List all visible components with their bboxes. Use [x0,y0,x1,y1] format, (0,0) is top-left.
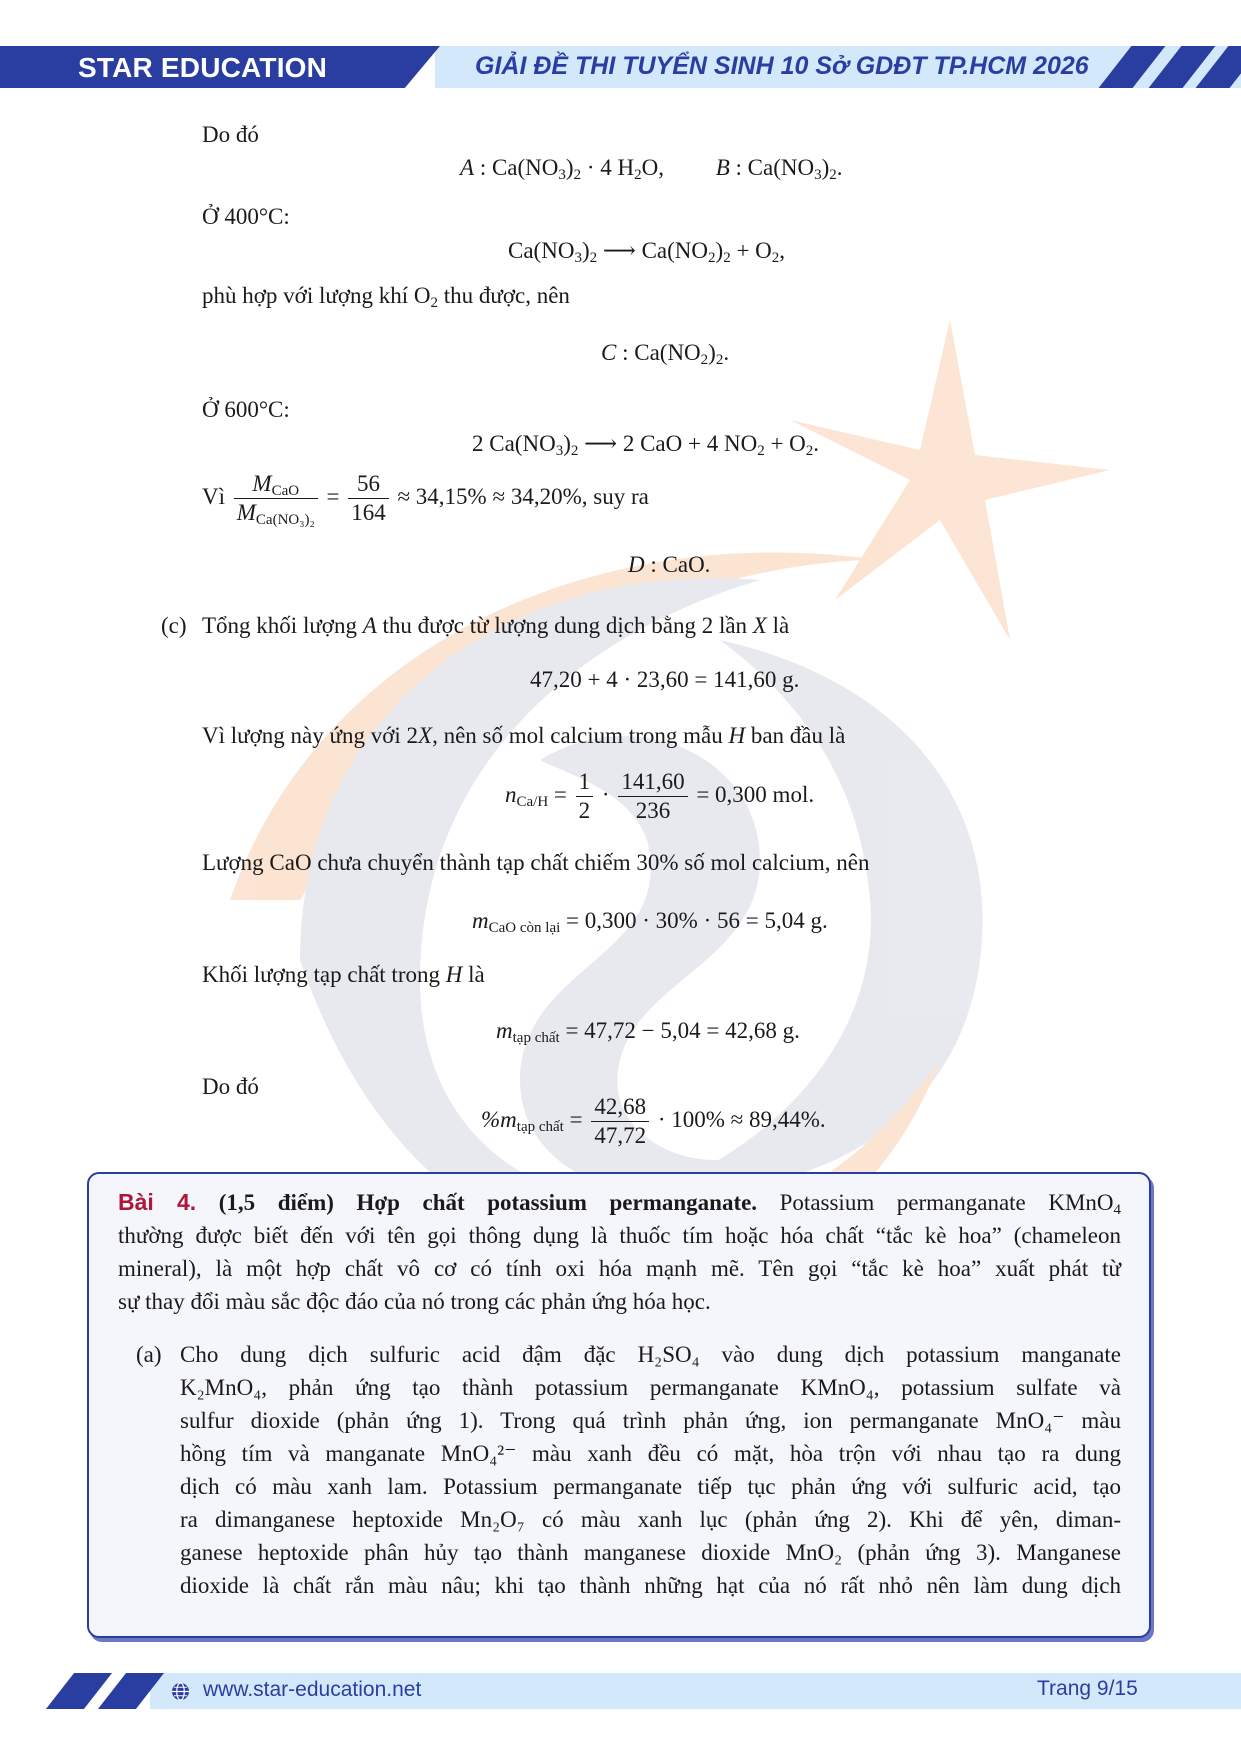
text-line: Vì lượng này ứng với 2X, nên số mol calcium trong mẫu H ban đầu là [202,723,846,748]
formula-mol-calcium: $n_{Ca/H}$ = $\frac{1}{2}$ · $\frac{141,60}{236}$ = 0,300 mol. [505,769,815,824]
page-footer [0,1673,1241,1709]
formula-cao-remaining: $m_{CaO còn lại} = 0,300 \cdot 30\% \cdot 56 = 5,04$ g. [472,908,828,936]
formula-d: D : CaO. [628,552,711,577]
formula-a-b: A : $Ca(NO_3)_2 \cdot 4$ $H_2O$, B : $Ca(NO_3)_2$. [460,155,843,183]
formula-impurity-percent: $\%m_{tạp chất}$ = $\frac{42,68}{47,72}$ · 100% ≈ 89,44%. [481,1094,826,1149]
text-line: phù hợp với lượng khí $O_2$ thu được, nên [202,283,570,311]
fraction: $\frac{56}{164}$ [348,470,389,527]
part-a-text: Cho dung dịch sulfuric acid đậm đặc H₂SO₄ vào dung dịch potassium manganate K₂MnO₄, phản ứng tạo thành potassium permanganate KMnO₄, potassium sulfate và sulfur dioxide (phản ứng 1). Trong quá trình phản ứng, ion permanganate MnO₄⁻ màu hồng tím và manganate MnO₄²⁻ màu xanh đều có mặt, hòa trộn với nhau tạo ra dung dịch có màu xanh lam. Potassium permanganate tiếp tục phản ứng với sulfuric acid, tạo ra dimanganese heptoxide Mn₂O₇ có màu xanh lục (phản ứng 2). Khi để yên, diman- ganese heptoxide phân hủy tạo thành manganese dioxide MnO₂ (phản ứng 3). Manganese dioxide là chất rắn màu nâu; khi tạo thành những hạt của nó rất nhỏ nên làm dung dịch [180,1342,1121,1598]
problem-heading: (1,5 điểm) Hợp chất potassium permanganate. [218,1190,758,1215]
text-line: Ở 600°C: [202,397,290,422]
text-line: Khối lượng tạp chất trong H là [202,962,485,987]
fraction: $\frac{42,68}{47,72}$ [591,1093,649,1150]
page-number: Trang 9/15 [1037,1677,1138,1700]
formula-total-mass: 47,20 + 4 · 23,60 = 141,60 g. [530,667,800,692]
brand-name: STAR EDUCATION [78,52,328,83]
text-line: Ở 400°C: [202,204,290,229]
text-line: Lượng CaO chưa chuyển thành tạp chất chiếm 30% số mol calcium, nên [202,850,870,875]
globe-icon [171,1682,190,1701]
reaction-400c: $Ca(NO_3)_2$ ⟶ $Ca(NO_2)_2 + O_2$, [508,238,786,266]
fraction: $\frac{141,60}{236}$ [618,768,687,825]
problem-number: Bài 4. [118,1189,197,1215]
formula-c: C : $Ca(NO_2)_2$. [601,340,730,368]
header-title: GIẢI ĐỀ THI TUYỂN SINH 10 Sở GDĐT TP.HCM 2026 [475,52,1089,80]
text-line: Do đó [202,1074,259,1099]
fraction: $\frac{M_{CaO}}{M_{Ca(NO_3)_2}}$ [234,470,318,527]
text-line: Tổng khối lượng A thu được từ lượng dung dịch bằng 2 lần X là [202,613,790,638]
formula-impurity-mass: $m_{tạp chất} = 47,72 - 5,04 = 42,68$ g. [496,1018,800,1046]
part-a-label: (a) [136,1342,162,1367]
text-line: Do đó [202,122,259,147]
mass-ratio-line: Vì $\frac{M_{CaO}}{M_{Ca(NO_3)_2}}$ = $\frac{56}{164}$ ≈ 34,15% ≈ 34,20%, suy ra [202,471,649,529]
part-c-label: (c) [161,613,187,638]
fraction: $\frac{1}{2}$ [576,768,594,825]
problem-intro: Bài 4. (1,5 điểm) Hợp chất potassium permanganate. Potassium permanganate KMnO$_4$ thường được biết đến với tên gọi thông dụng là thuốc tím hoặc hóa chất “tắc kè hoa” (chameleon mineral), là một hợp chất vô cơ có tính oxi hóa mạnh mẽ. Tên gọi “tắc kè hoa” xuất phát từ sự thay đổi màu sắc độc đáo của nó trong các phản ứng hóa học. [118,1189,1121,1314]
page-header [0,46,1241,92]
reaction-600c: 2 $Ca(NO_3)_2$ ⟶ 2 CaO + 4 $NO_2 + O_2$. [472,431,820,459]
website-link[interactable]: www.star-education.net [203,1678,422,1701]
